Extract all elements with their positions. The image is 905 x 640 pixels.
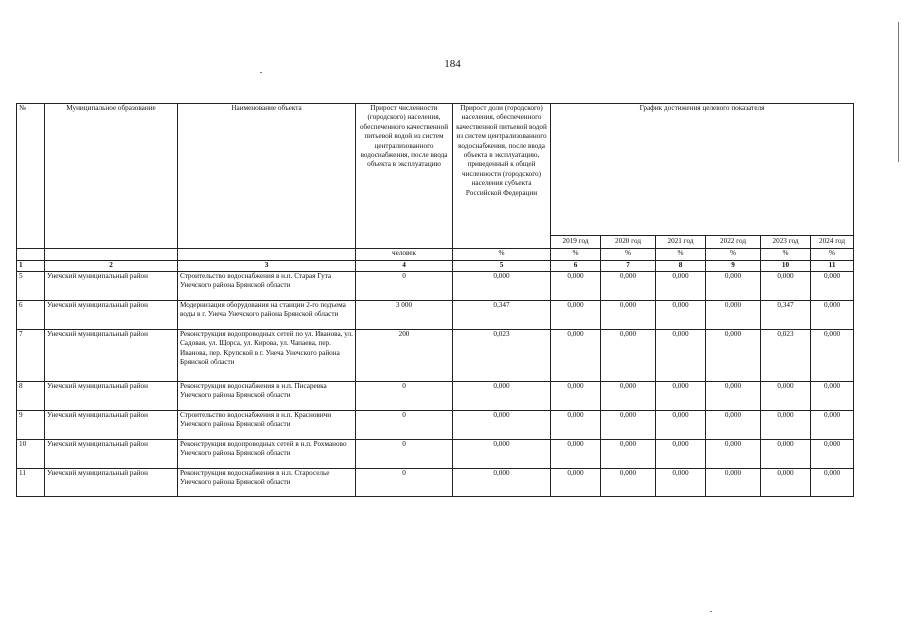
- year-2020-cell: 0,000: [601, 411, 656, 440]
- municipality-cell: Унечский муниципальный район: [45, 382, 178, 411]
- row-number: 9: [17, 411, 45, 440]
- year-2021-cell: 0,000: [656, 469, 706, 497]
- column-number: 5: [453, 261, 551, 272]
- column-number: 2: [45, 261, 178, 272]
- year-2020-cell: 0,000: [601, 330, 656, 382]
- population-cell: 0: [356, 469, 453, 497]
- year-2020-cell: 0,000: [601, 301, 656, 330]
- row-number: 7: [17, 330, 45, 382]
- year-2023-cell: 0,023: [761, 330, 811, 382]
- year-2024-cell: 0,000: [811, 301, 854, 330]
- municipality-cell: Унечский муниципальный район: [45, 301, 178, 330]
- year-header: 2020 год: [601, 236, 656, 249]
- year-2022-cell: 0,000: [706, 382, 761, 411]
- municipality-cell: Унечский муниципальный район: [45, 469, 178, 497]
- year-2020-cell: 0,000: [601, 440, 656, 469]
- year-2024-cell: 0,000: [811, 330, 854, 382]
- unit-cell: [178, 249, 356, 261]
- year-2023-cell: 0,000: [761, 382, 811, 411]
- year-2021-cell: 0,000: [656, 272, 706, 301]
- year-header: 2022 год: [706, 236, 761, 249]
- year-2023-cell: 0,347: [761, 301, 811, 330]
- header-population-growth: Прирост численности (городского) населения, обеспеченного качественной питьевой водой из систем централизованного водоснабжения, после ввода объекта в эксплуатацию: [356, 104, 453, 249]
- unit-cell: %: [656, 249, 706, 261]
- page-number: 184: [444, 58, 461, 70]
- municipality-cell: Унечский муниципальный район: [45, 411, 178, 440]
- population-cell: 0: [356, 411, 453, 440]
- share-cell: 0,023: [453, 330, 551, 382]
- population-cell: 0: [356, 272, 453, 301]
- year-2019-cell: 0,000: [551, 411, 601, 440]
- table-row: [17, 411, 854, 440]
- year-2022-cell: 0,000: [706, 301, 761, 330]
- year-2021-cell: 0,000: [656, 301, 706, 330]
- header-share-growth: Прирост доли (городского) населения, обеспеченного качественной питьевой водой из систем централизованного водоснабжения, после ввода объекта в эксплуатацию, приведенный к общей численности (городского) населения субъекта Российской Федерации: [453, 104, 551, 249]
- population-cell: 0: [356, 382, 453, 411]
- header-municipality: Муниципальное образование: [45, 104, 178, 249]
- year-2022-cell: 0,000: [706, 330, 761, 382]
- year-2020-cell: 0,000: [601, 272, 656, 301]
- year-2019-cell: 0,000: [551, 330, 601, 382]
- table-row: [17, 382, 854, 411]
- column-numbers-row: [17, 261, 854, 272]
- year-2019-cell: 0,000: [551, 382, 601, 411]
- scan-mark-dot: [260, 72, 262, 73]
- year-2024-cell: 0,000: [811, 469, 854, 497]
- column-number: 9: [706, 261, 761, 272]
- unit-cell: %: [453, 249, 551, 261]
- population-cell: 3 000: [356, 301, 453, 330]
- column-number: 11: [811, 261, 854, 272]
- year-2022-cell: 0,000: [706, 411, 761, 440]
- unit-cell: %: [811, 249, 854, 261]
- header-number: №: [17, 104, 45, 249]
- unit-cell: [17, 249, 45, 261]
- municipality-cell: Унечский муниципальный район: [45, 272, 178, 301]
- year-2019-cell: 0,000: [551, 440, 601, 469]
- object-name-cell: Реконструкция водопроводных сетей в н.п. Рохманово Унечского района Брянской области: [178, 440, 356, 469]
- scan-mark-right-edge: [898, 22, 899, 162]
- row-number: 10: [17, 440, 45, 469]
- year-2024-cell: 0,000: [811, 272, 854, 301]
- year-2021-cell: 0,000: [656, 440, 706, 469]
- column-number: 6: [551, 261, 601, 272]
- object-name-cell: Реконструкция водоснабжения в н.п. Старосельe Унечского района Брянской области: [178, 469, 356, 497]
- column-number: 8: [656, 261, 706, 272]
- object-name-cell: Модернизация оборудования на станции 2-го подъема воды в г. Унеча Унечского района Брянской области: [178, 301, 356, 330]
- row-number: 5: [17, 272, 45, 301]
- year-2023-cell: 0,000: [761, 411, 811, 440]
- year-2023-cell: 0,000: [761, 440, 811, 469]
- year-2021-cell: 0,000: [656, 411, 706, 440]
- data-table: [16, 103, 854, 497]
- scan-mark-dot: [710, 611, 712, 612]
- unit-cell: %: [601, 249, 656, 261]
- municipality-cell: Унечский муниципальный район: [45, 330, 178, 382]
- year-header: 2019 год: [551, 236, 601, 249]
- row-number: 6: [17, 301, 45, 330]
- year-2020-cell: 0,000: [601, 382, 656, 411]
- unit-cell: [45, 249, 178, 261]
- year-2023-cell: 0,000: [761, 272, 811, 301]
- share-cell: 0,000: [453, 469, 551, 497]
- share-cell: 0,347: [453, 301, 551, 330]
- year-2021-cell: 0,000: [656, 330, 706, 382]
- object-name-cell: Строительство водоснабжения в н.п. Старая Гута Унечского района Брянской области: [178, 272, 356, 301]
- year-2021-cell: 0,000: [656, 382, 706, 411]
- municipality-cell: Унечский муниципальный район: [45, 440, 178, 469]
- year-2019-cell: 0,000: [551, 469, 601, 497]
- object-name-cell: Реконструкция водопроводных сетей по ул. Иванова, ул. Садовая, ул. Щорса, ул. Кирова, ул. Чапаева, пер. Иванова, пер. Крупской в г. Унеча Унечского района Брянской области: [178, 330, 356, 382]
- object-name-cell: Реконструкция водоснабжения в н.п. Писаревка Унечского района Брянской области: [178, 382, 356, 411]
- column-number: 3: [178, 261, 356, 272]
- column-number: 10: [761, 261, 811, 272]
- year-2019-cell: 0,000: [551, 272, 601, 301]
- header-object-name: Наименование объекта: [178, 104, 356, 249]
- share-cell: 0,000: [453, 440, 551, 469]
- year-header: 2024 год: [811, 236, 854, 249]
- unit-cell: %: [761, 249, 811, 261]
- unit-cell: %: [551, 249, 601, 261]
- table-row: [17, 330, 854, 382]
- population-cell: 0: [356, 440, 453, 469]
- year-header: 2021 год: [656, 236, 706, 249]
- year-2023-cell: 0,000: [761, 469, 811, 497]
- table-row: [17, 301, 854, 330]
- year-2024-cell: 0,000: [811, 440, 854, 469]
- table-row: [17, 440, 854, 469]
- units-row: [17, 249, 854, 261]
- share-cell: 0,000: [453, 272, 551, 301]
- row-number: 8: [17, 382, 45, 411]
- column-number: 7: [601, 261, 656, 272]
- year-2024-cell: 0,000: [811, 382, 854, 411]
- table-row: [17, 469, 854, 497]
- year-2022-cell: 0,000: [706, 440, 761, 469]
- header-row: [17, 104, 854, 236]
- year-2022-cell: 0,000: [706, 469, 761, 497]
- year-header: 2023 год: [761, 236, 811, 249]
- column-number: 1: [17, 261, 45, 272]
- population-cell: 200: [356, 330, 453, 382]
- unit-cell: человек: [356, 249, 453, 261]
- year-2020-cell: 0,000: [601, 469, 656, 497]
- row-number: 11: [17, 469, 45, 497]
- year-2022-cell: 0,000: [706, 272, 761, 301]
- share-cell: 0,000: [453, 411, 551, 440]
- header-schedule: График достижения целевого показателя: [551, 104, 854, 236]
- object-name-cell: Строительство водоснабжения в н.п. Красновичи Унечского района Брянской области: [178, 411, 356, 440]
- column-number: 4: [356, 261, 453, 272]
- unit-cell: %: [706, 249, 761, 261]
- table-row: [17, 272, 854, 301]
- year-2019-cell: 0,000: [551, 301, 601, 330]
- year-2024-cell: 0,000: [811, 411, 854, 440]
- share-cell: 0,000: [453, 382, 551, 411]
